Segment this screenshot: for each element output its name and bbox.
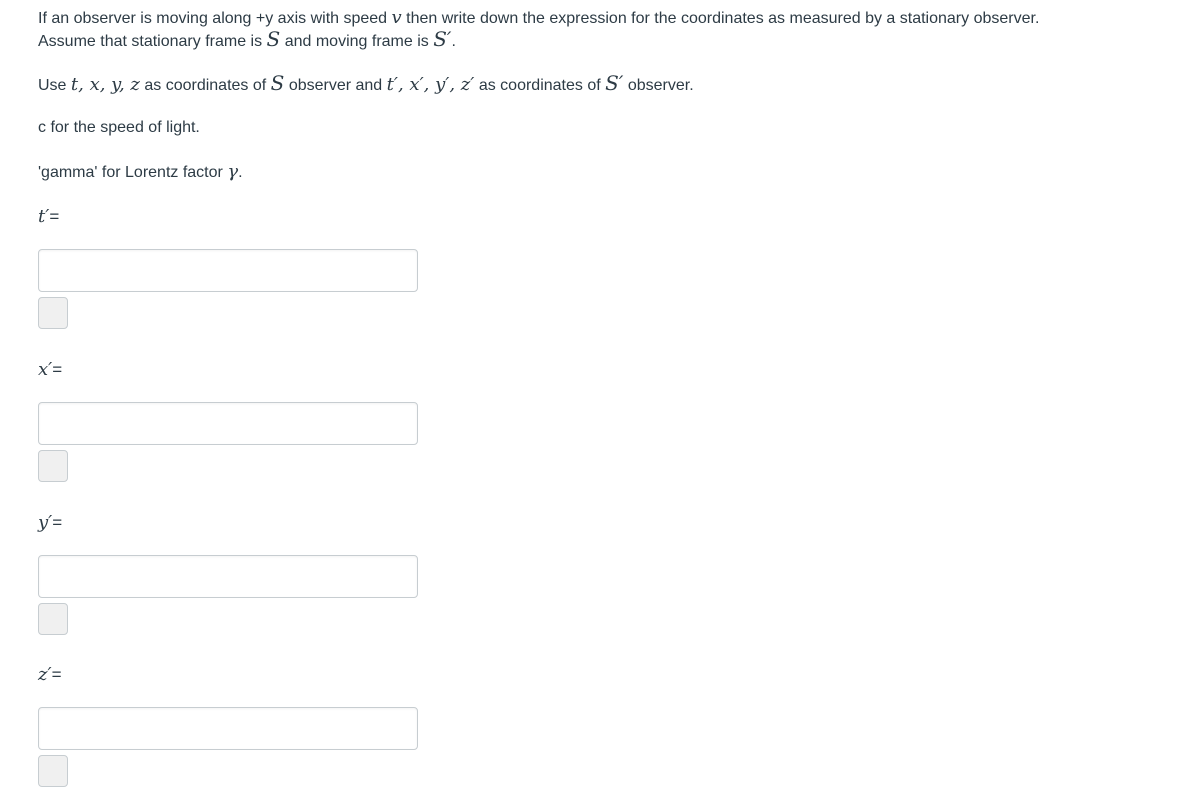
- question-text-end: then write down the expression for the coordinates as measured by a stationary observer.: [406, 10, 1040, 27]
- answer-label-y: [38, 512, 62, 533]
- answer-input-x[interactable]: [38, 402, 418, 445]
- answer-label-z: [38, 664, 62, 685]
- question-line-2: [38, 29, 456, 52]
- answer-input-y[interactable]: [38, 555, 418, 598]
- variable-t-prime: t′: [38, 206, 50, 227]
- stationary-frame-symbol: S: [270, 71, 285, 95]
- equation-editor-icon[interactable]: [38, 603, 68, 635]
- frame-Sprime-symbol: S′: [433, 27, 452, 51]
- equation-editor-icon[interactable]: [38, 297, 68, 329]
- variable-x-prime: x′: [38, 359, 53, 380]
- frame-text-mid: and moving frame is: [284, 33, 429, 50]
- coords-text-3: as coordinates of: [478, 77, 601, 94]
- answer-input-t[interactable]: [38, 249, 418, 292]
- gamma-text: 'gamma' for Lorentz factor: [38, 164, 223, 181]
- equals-sign: =: [49, 207, 60, 226]
- equals-sign: =: [51, 665, 62, 684]
- coords-text-1: as coordinates of: [144, 77, 267, 94]
- equation-editor-icon[interactable]: [38, 755, 68, 787]
- gamma-text-end: .: [238, 164, 243, 181]
- equals-sign: =: [52, 360, 63, 379]
- coords-text-use: Use: [38, 77, 67, 94]
- question-text: If an observer is moving along +y axis with speed: [38, 10, 388, 27]
- answer-label-x: [38, 359, 62, 380]
- speed-variable: v: [391, 7, 402, 28]
- variable-y-prime: y′: [38, 512, 53, 533]
- speed-of-light-note: [38, 118, 200, 138]
- variable-z-prime: z′: [38, 664, 52, 685]
- coordinates-instruction: [38, 73, 694, 96]
- frame-text: Assume that stationary frame is: [38, 33, 263, 50]
- moving-coordinates: t′, x′, y′, z′: [386, 74, 475, 95]
- answer-label-t: [38, 206, 59, 227]
- equals-sign: =: [52, 513, 63, 532]
- gamma-symbol: γ: [227, 161, 239, 182]
- answer-input-z[interactable]: [38, 707, 418, 750]
- stationary-coordinates: t, x, y, z: [70, 74, 140, 95]
- frame-S-symbol: S: [266, 27, 281, 51]
- frame-text-end: .: [451, 33, 456, 50]
- light-text: c for the speed of light.: [38, 119, 200, 136]
- coords-text-2: observer and: [288, 77, 383, 94]
- question-line-1: [38, 8, 1039, 29]
- gamma-note: [38, 162, 243, 183]
- coords-text-end: observer.: [627, 77, 694, 94]
- equation-editor-icon[interactable]: [38, 450, 68, 482]
- moving-frame-symbol: S′: [605, 71, 624, 95]
